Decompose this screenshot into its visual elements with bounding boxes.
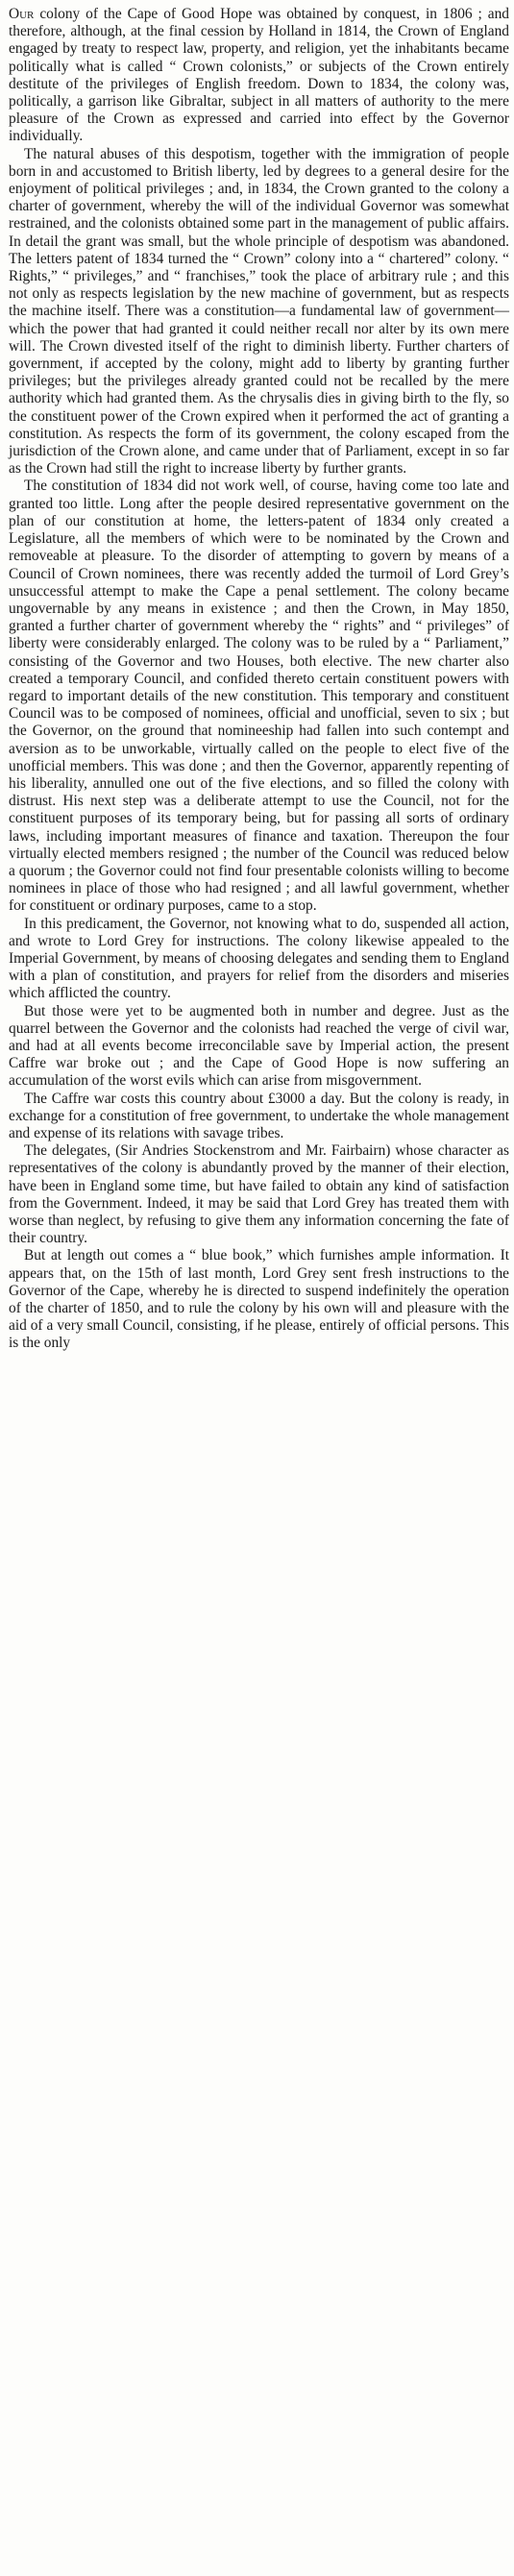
- article-paragraph-8: But at length out comes a “ blue book,” which furnishes ample information. It appears that, on the 15th of last month, Lord Grey sent fresh instructions to the Governor of the Cape, whereby he is directed to suspend indefinitely the operation of the charter of 1850, and to rule the colony by his own will and pleasure with the aid of a very small Council, consisting, if he please, entirely of official persons. This is the only: [9, 1247, 509, 1352]
- article-paragraph-5: But those were yet to be augmented both in number and degree. Just as the quarrel between the Governor and the colonists had reached the verge of civil war, and had at all events become irreconcilable save by Imperial action, the present Caffre war broke out ; and the Cape of Good Hope is now suffering an accumulation of the worst evils which can arise from misgovernment.: [9, 1002, 509, 1090]
- article-paragraph-2: The natural abuses of this despotism, together with the immigration of people born in and accustomed to British liberty, led by degrees to a general desire for the enjoyment of political privileges ; and, in 1834, the Crown granted to the colony a charter of government, whereby the will of the individual Governor was somewhat restrained, and the colonists obtained some part in the management of public affairs. In detail the grant was small, but the whole principle of despotism was abandoned. The letters patent of 1834 turned the “ Crown” colony into a “ chartered” colony. “ Rights,” “ privileges,” and “ franchises,” took the place of arbitrary rule ; and this not only as respects legislation by the new machine of government, but as respects the machine itself. There was a constitution—a fundamental law of government—which the power that had granted it could neither recall nor alter by its own mere will. The Crown divested itself of the right to diminish liberty. Further charters of government, if accepted by the colony, might add to liberty by granting further privileges; but the privileges already granted could not be recalled by the mere authority which had granted them. As the chrysalis dies in giving birth to the fly, so the constituent power of the Crown expired when it performed the act of granting a constitution. As respects the form of its government, the colony escaped from the jurisdiction of the Crown alone, and came under that of Parliament, except in so far as the Crown had still the right to increase liberty by further grants.: [9, 145, 509, 478]
- article-paragraph-6: The Caffre war costs this country about £3000 a day. But the colony is ready, in exchange for a constitution of free government, to undertake the whole management and expense of its relations with savage tribes.: [9, 1090, 509, 1141]
- article-paragraph-7: The delegates, (Sir Andries Stockenstrom and Mr. Fairbairn) whose character as representatives of the colony is abundantly proved by the manner of their election, have been in England some time, but have failed to obtain any kind of satisfaction from the Government. Indeed, it may be said that Lord Grey has treated them with worse than neglect, by refusing to give them any information concerning the fate of their country.: [9, 1142, 509, 1247]
- paragraph-text: colony of the Cape of Good Hope was obtained by conquest, in 1806 ; and therefore, although, at the final cession by Holland in 1814, the Crown of England engaged by treaty to respect law, property, and religion, yet the inhabitants became politically what is called “ Crown colonists,” or subjects of the Crown entirely destitute of the privileges of English freedom. Down to 1834, the colony was, politically, a garrison like Gibraltar, subject in all matters of authority to the mere pleasure of the Crown as expressed and carried into effect by the Governor individually.: [9, 6, 509, 145]
- lead-word: Our: [9, 6, 35, 22]
- article-paragraph-3: The constitution of 1834 did not work well, of course, having come too late and granted too little. Long after the people desired representative government on the plan of our constitution at home, the letters-patent of 1834 only created a Legislature, all the members of which were to be nominated by the Crown and removeable at pleasure. To the disorder of attempting to govern by means of a Council of Crown nominees, there was recently added the turmoil of Lord Grey’s unsuccessful attempt to make the Cape a penal settlement. The colony became ungovernable by any means in existence ; and then the Crown, in May 1850, granted a further charter of government whereby the “ rights” and “ privileges” of liberty were considerably enlarged. The colony was to be ruled by a “ Parliament,” consisting of the Governor and two Houses, both elective. The new charter also created a temporary Council, and confided thereto certain constituent powers with regard to important details of the new constitution. This temporary and constituent Council was to be composed of nominees, official and unofficial, seven to six ; but the Governor, on the ground that nomineeship had fallen into such contempt and aversion as to be unworkable, virtually called on the people to elect five of the unofficial members. This was done ; and then the Governor, apparently repenting of his liberality, annulled one out of the five elections, and so filled the colony with distrust. His next step was a deliberate attempt to use the Council, not for the constituent purposes of its temporary being, but for passing all sorts of ordinary laws, including important measures of finance and taxation. Thereupon the four virtually elected members resigned ; the number of the Council was reduced below a quorum ; the Governor could not find four presentable colonists willing to become nominees in place of those who had resigned ; and all lawful government, whether for constituent or ordinary purposes, came to a stop.: [9, 478, 509, 915]
- article-paragraph-1: [9, 6, 509, 146]
- article-paragraph-4: In this predicament, the Governor, not knowing what to do, suspended all action, and wrote to Lord Grey for instructions. The colony likewise appealed to the Imperial Government, by means of choosing delegates and sending them to England with a plan of constitution, and prayers for relief from the disorders and miseries which afflicted the country.: [9, 915, 509, 1002]
